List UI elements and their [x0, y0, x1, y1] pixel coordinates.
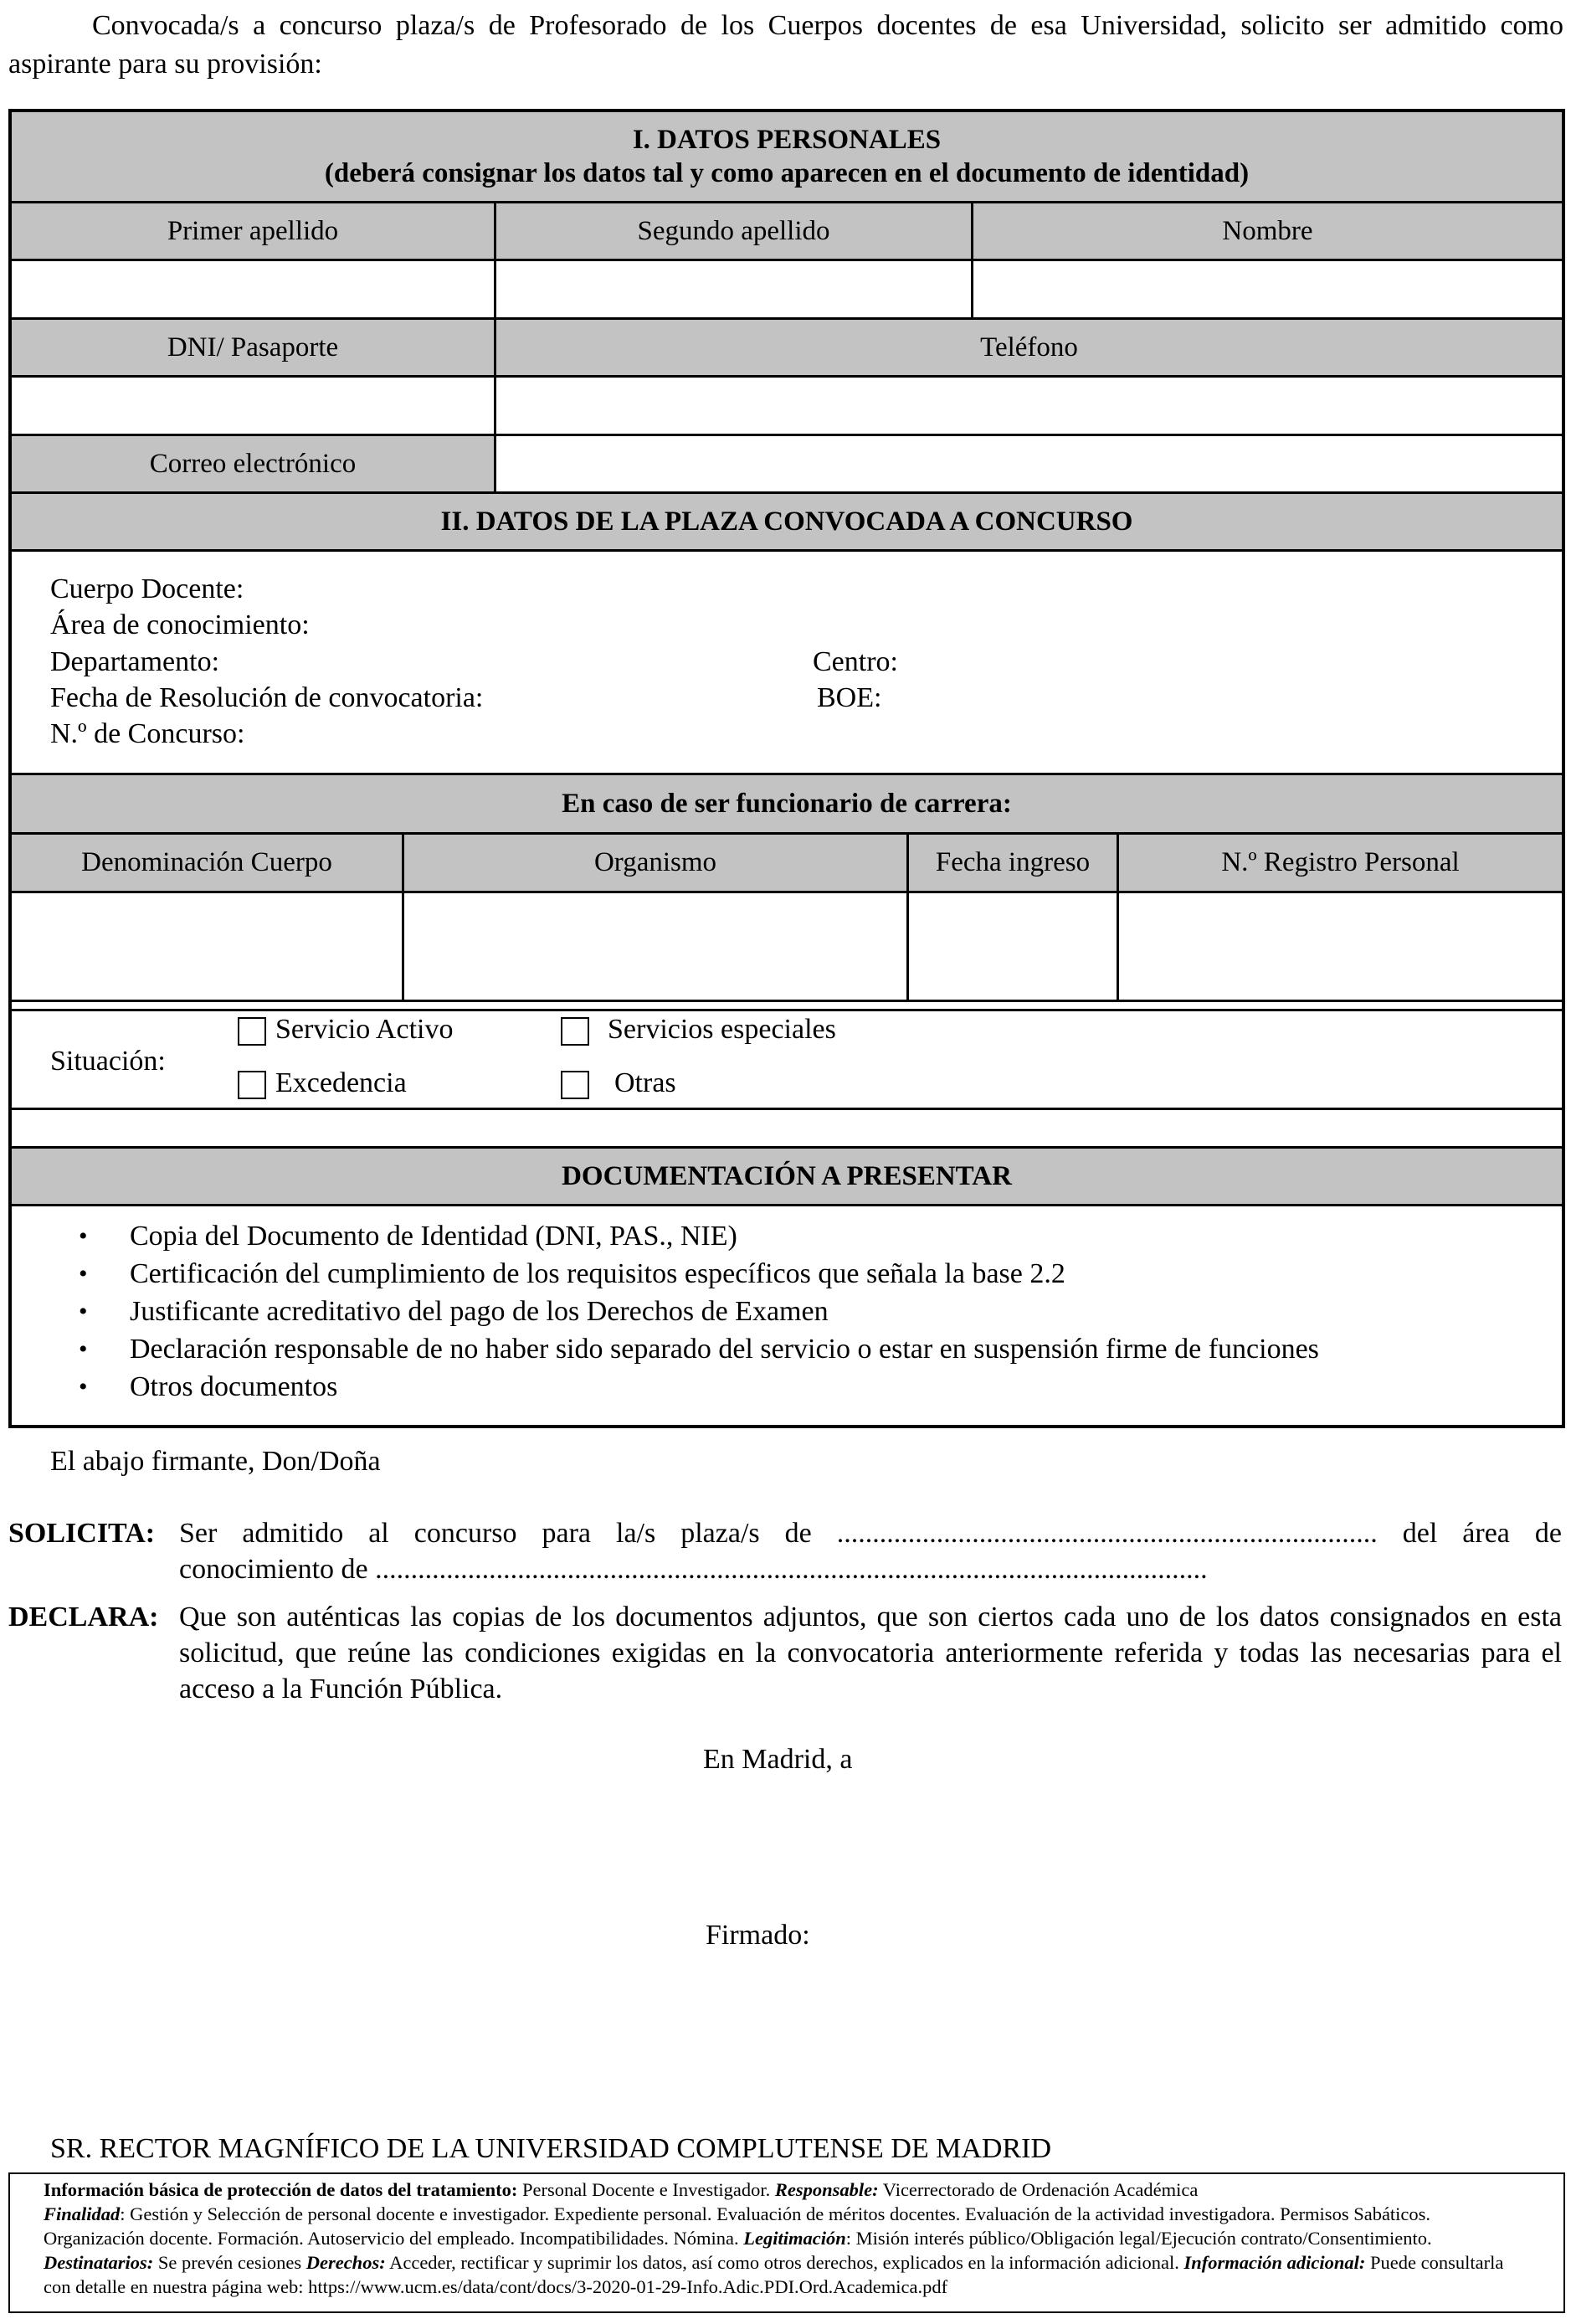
organismo-label: Organismo [404, 835, 909, 891]
area-label: Área de conocimiento: [50, 609, 310, 640]
boe-label: BOE: [817, 682, 882, 713]
primer-apellido-label: Primer apellido [12, 203, 496, 259]
info-value: Personal Docente e Investigador. [522, 2179, 771, 2200]
declara-label: DECLARA: [8, 1602, 159, 1632]
excedencia-label: Excedencia [275, 1067, 407, 1098]
legitimacion-label: Legitimación [743, 2228, 846, 2249]
registro-label: N.º Registro Personal [1221, 847, 1460, 877]
info-label: Información básica de protección de datos del tratamiento: [44, 2179, 518, 2200]
personal-subtitle: (deberá consignar los datos tal y como aparecen en el documento de identidad) [324, 158, 1250, 188]
destinatarios-label: Destinatarios: [44, 2252, 154, 2273]
excedencia-checkbox[interactable] [238, 1071, 266, 1099]
situacion-label: Situación: [50, 1046, 166, 1077]
firmante-label: El abajo firmante, Don/Doña [50, 1446, 381, 1477]
centro-label: Centro: [813, 646, 898, 677]
list-item: • Otros documentos [12, 1368, 1562, 1406]
separator [12, 1002, 1562, 1011]
documentacion-list [12, 1217, 1562, 1406]
finalidad-label: Finalidad [44, 2203, 121, 2224]
situacion-row [12, 1014, 1562, 1110]
organismo-field[interactable] [404, 893, 909, 1000]
plaza-header: II. DATOS DE LA PLAZA CONVOCADA A CONCURSO [12, 494, 1562, 552]
list-item: • Certificación del cumplimiento de los requisitos específicos que señala la base 2.2 [12, 1255, 1562, 1293]
contact-labels-row [12, 320, 1562, 378]
list-item: • Justificante acreditativo del pago de los Derechos de Examen [12, 1293, 1562, 1330]
lugar-label: En Madrid, a [703, 1744, 853, 1775]
legitimacion-value: : Misión interés público/Obligación legal/Ejecución contrato/Consentimiento. [845, 2228, 1432, 2249]
personal-title: I. DATOS PERSONALES [632, 125, 942, 155]
responsable-value: Vicerrectorado de Ordenación Académica [882, 2179, 1199, 2200]
intro-text [8, 7, 1563, 84]
destinatarios-value: Se prevén cesiones [157, 2252, 302, 2273]
funcionario-labels-row [12, 835, 1562, 893]
servicio-activo-label: Servicio Activo [275, 1014, 454, 1045]
name-labels-row [12, 203, 1562, 261]
dni-label: DNI/ Pasaporte [12, 320, 496, 375]
fecha-ingreso-label: Fecha ingreso [909, 835, 1119, 891]
segundo-apellido-field[interactable] [496, 261, 973, 317]
departamento-label: Departamento: [50, 646, 220, 677]
denominacion-field[interactable] [12, 893, 404, 1000]
destinatario: SR. RECTOR MAGNÍFICO DE LA UNIVERSIDAD COMPLUTENSE DE MADRID [50, 2133, 1052, 2164]
list-item: • Copia del Documento de Identidad (DNI, PAS., NIE) [12, 1217, 1562, 1255]
personal-data-header [12, 112, 1562, 203]
registro-field[interactable] [1119, 893, 1562, 1000]
adicional-label: Información adicional: [1183, 2252, 1366, 2273]
servicios-especiales-label: Servicios especiales [608, 1014, 836, 1045]
solicita-label: SOLICITA: [8, 1518, 156, 1549]
declara-text: Que son auténticas las copias de los documentos adjuntos, que son ciertos cada uno de los datos consignados en esta solicitud, que reúne las condiciones exigidas en la convocatoria anteriormente referida y todas las necesarias para el acceso a la Función Pública. [179, 1602, 1562, 1704]
nombre-label: Nombre [1222, 215, 1313, 246]
funcionario-inputs-row [12, 893, 1562, 1002]
application-form [8, 109, 1565, 1428]
nombre-field[interactable] [973, 261, 1562, 317]
correo-field[interactable] [496, 436, 1562, 491]
solicita-line1: Ser admitido al concurso para la/s plaza/s de ............................................................................ del área de [179, 1518, 1562, 1549]
responsable-label: Responsable: [774, 2179, 879, 2200]
contact-inputs-row [12, 378, 1562, 436]
servicios-especiales-checkbox[interactable] [561, 1017, 589, 1046]
list-item: • Declaración responsable de no haber sido separado del servicio o estar en suspensión firme de funciones [12, 1330, 1562, 1368]
adicional-value[interactable]: Puede consultarla con detalle en nuestra página web: https://www.ucm.es/data/cont/docs/3-2020-01-29-Info.Adic.PDI.Ord.Academica.pdf [44, 2252, 1504, 2297]
plaza-info [12, 552, 1562, 775]
intro-content: Convocada/s a concurso plaza/s de Profesorado de los Cuerpos docentes de esa Universidad, solicito ser admitido como aspirante para su provisión: [8, 10, 1563, 80]
derechos-label: Derechos: [305, 2252, 386, 2273]
finalidad-value: : Gestión y Selección de personal docente e investigador. Expediente personal. Evaluación de méritos docentes. Evaluación de la actividad investigadora. Permisos Sabáticos. Organización docente. Formación. Autoservicio del empleado. Incompatibilidades. Nómina. [44, 2203, 1431, 2249]
telefono-field[interactable] [496, 378, 1562, 434]
concurso-label: N.º de Concurso: [50, 718, 245, 749]
cuerpo-docente-label: Cuerpo Docente: [50, 573, 244, 604]
correo-label: Correo electrónico [12, 436, 496, 491]
email-row [12, 436, 1562, 494]
solicita-line2: conocimiento de ..................................................................................................................... [179, 1554, 1208, 1585]
data-protection-box [8, 2172, 1565, 2313]
funcionario-header: En caso de ser funcionario de carrera: [12, 775, 1562, 835]
otras-label: Otras [614, 1067, 676, 1098]
name-inputs-row [12, 261, 1562, 320]
fecha-resolucion-label: Fecha de Resolución de convocatoria: [50, 682, 484, 713]
telefono-label: Teléfono [980, 332, 1078, 362]
segundo-apellido-label: Segundo apellido [496, 203, 973, 259]
servicio-activo-checkbox[interactable] [238, 1017, 266, 1046]
documentacion-header: DOCUMENTACIÓN A PRESENTAR [12, 1146, 1562, 1206]
dni-field[interactable] [12, 378, 496, 434]
derechos-value: Acceder, rectificar y suprimir los datos, así como otros derechos, explicados en la información adicional. [389, 2252, 1179, 2273]
denominacion-label: Denominación Cuerpo [12, 835, 404, 891]
primer-apellido-field[interactable] [12, 261, 496, 317]
fecha-ingreso-field[interactable] [909, 893, 1119, 1000]
firmado-label: Firmado: [706, 1920, 810, 1951]
otras-checkbox[interactable] [561, 1071, 589, 1099]
